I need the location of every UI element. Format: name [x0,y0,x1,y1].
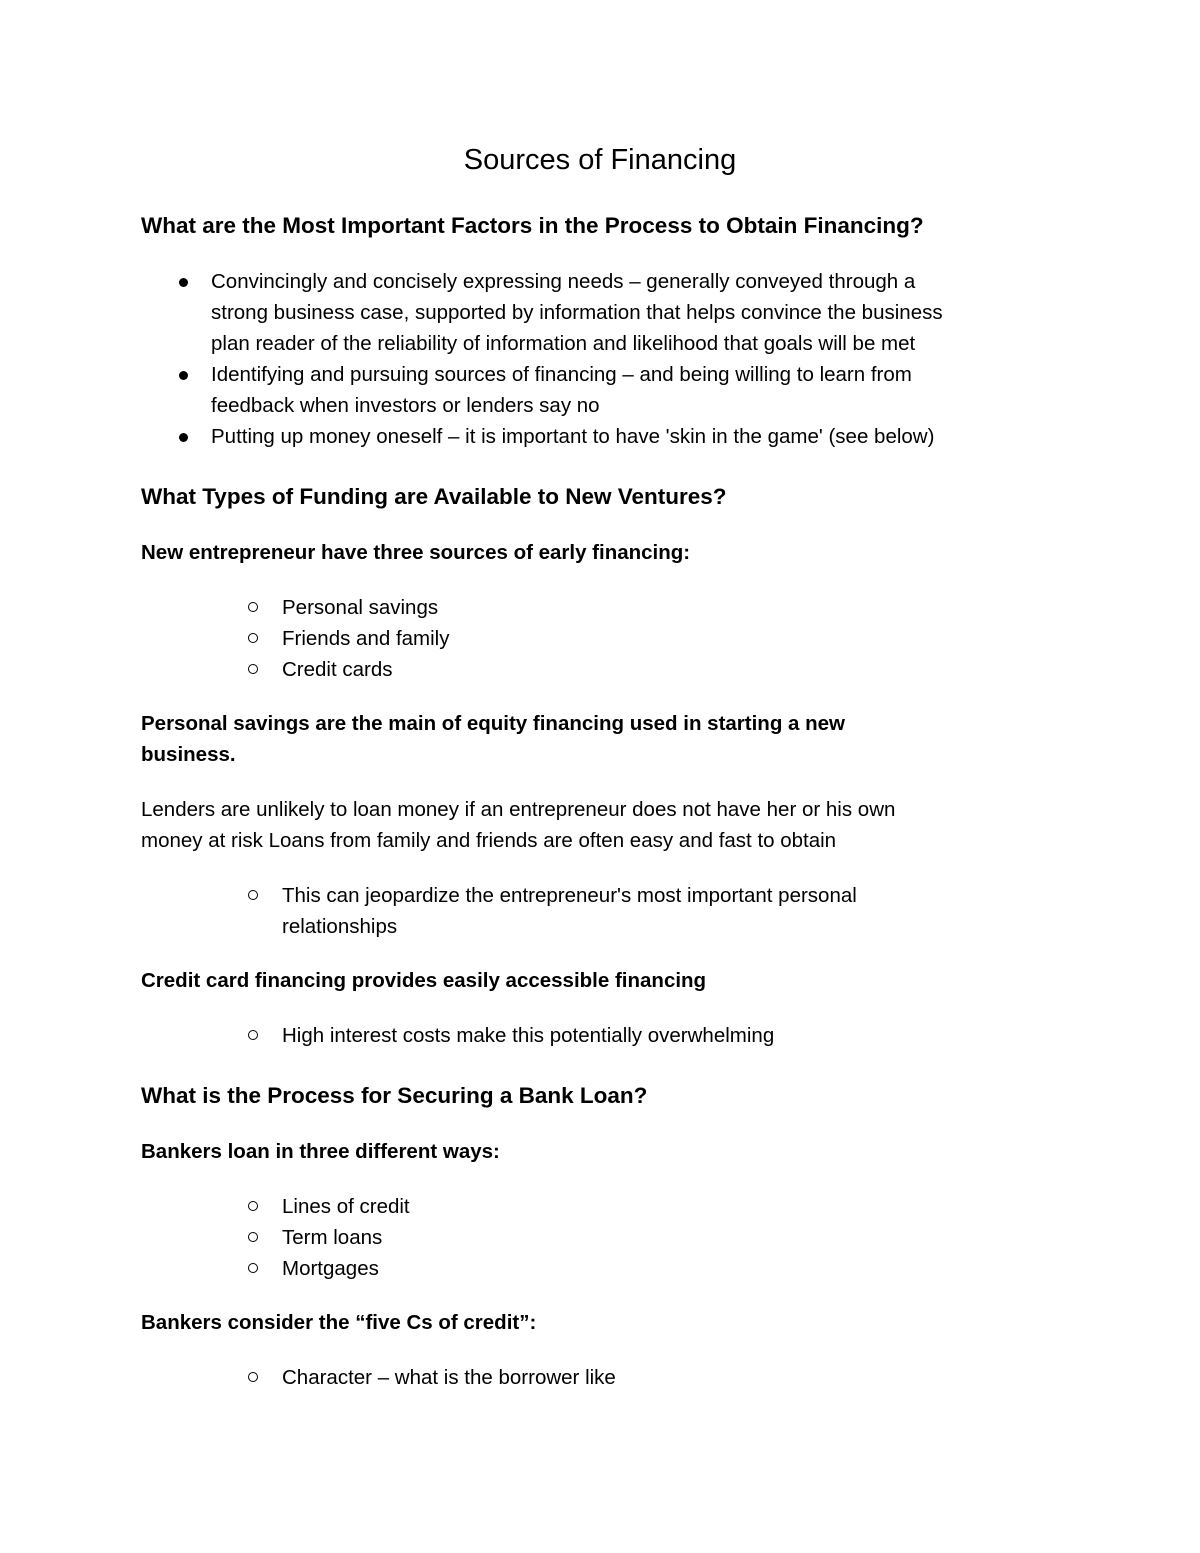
hollow-bullet-icon [248,1201,258,1211]
hollow-bullet-icon [248,1372,258,1382]
hollow-bullet-icon [248,1232,258,1242]
bullet-icon [179,371,188,380]
paragraph-text: Lenders are unlikely to loan money if an entrepreneur does not have her or his own [141,798,896,821]
list-item: Mortgages [282,1257,379,1280]
list-item: This can jeopardize the entrepreneur's most important personal [282,884,857,907]
paragraph-text: money at risk Loans from family and friends are often easy and fast to obtain [141,829,837,852]
list-item: Personal savings [282,596,439,619]
bullet-text: Putting up money oneself – it is important to have 'skin in the game' (see below) [211,425,935,448]
bullet-icon [179,433,188,442]
section-heading-factors: What are the Most Important Factors in the Process to Obtain Financing? [141,213,924,238]
subheading-personal-savings: business. [141,743,236,766]
subheading-early-financing: New entrepreneur have three sources of early financing: [141,541,691,564]
list-item: High interest costs make this potentially overwhelming [282,1024,775,1047]
hollow-bullet-icon [248,890,258,900]
bullet-text: Convincingly and concisely expressing needs – generally conveyed through a [211,270,916,293]
section-heading-funding-types: What Types of Funding are Available to New Ventures? [141,484,727,509]
hollow-bullet-icon [248,664,258,674]
bullet-text: strong business case, supported by information that helps convince the business [211,301,943,324]
subheading-bank-ways: Bankers loan in three different ways: [141,1140,500,1163]
bullet-text: feedback when investors or lenders say no [211,394,600,417]
list-item: Lines of credit [282,1195,410,1218]
hollow-bullet-icon [248,633,258,643]
page-title: Sources of Financing [463,144,737,176]
list-item: relationships [282,915,398,938]
bullet-icon [179,278,188,287]
subheading-five-cs: Bankers consider the “five Cs of credit”: [141,1311,537,1334]
list-item: Character – what is the borrower like [282,1366,616,1389]
subheading-personal-savings: Personal savings are the main of equity financing used in starting a new [141,712,845,735]
list-item: Credit cards [282,658,393,681]
subheading-credit-card: Credit card financing provides easily accessible financing [141,969,707,992]
bullet-text: Identifying and pursuing sources of financing – and being willing to learn from [211,363,912,386]
section-heading-bank-loan: What is the Process for Securing a Bank Loan? [141,1083,648,1108]
hollow-bullet-icon [248,1030,258,1040]
list-item: Term loans [282,1226,383,1249]
list-item: Friends and family [282,627,450,650]
bullet-text: plan reader of the reliability of information and likelihood that goals will be met [211,332,916,355]
hollow-bullet-icon [248,1263,258,1273]
hollow-bullet-icon [248,602,258,612]
